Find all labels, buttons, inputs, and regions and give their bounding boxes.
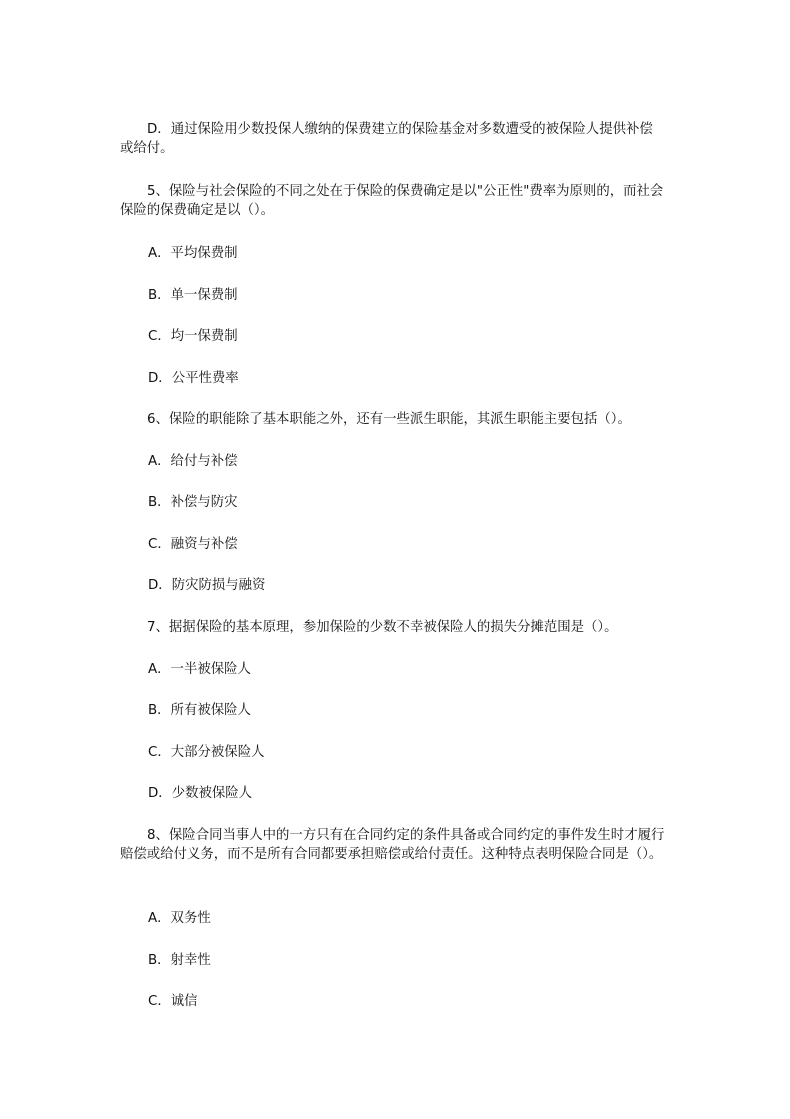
question-8: 8、保险合同当事人中的一方只有在合同约定的条件具备或合同约定的事件发生时才履行赔偿或给付义务，而不是所有合同都要承担赔偿或给付责任。这种特点表明保险合同是（）。	[120, 828, 665, 862]
q8-option-c: C．诚信	[148, 994, 198, 1009]
q5-option-b: B．单一保费制	[148, 288, 238, 303]
q6-option-b: B．补偿与防灾	[148, 495, 238, 510]
q5-option-a: A．平均保费制	[148, 246, 238, 261]
q6-option-c: C．融资与补偿	[148, 537, 238, 552]
question-6: 6、保险的职能除了基本职能之外，还有一些派生职能，其派生职能主要包括（）。	[147, 412, 631, 427]
q6-option-d: D．防灾防损与融资	[148, 578, 266, 593]
q8-option-a: A．双务性	[148, 911, 211, 926]
question-7: 7、据据保险的基本原理，参加保险的少数不幸被保险人的损失分摊范围是（）。	[147, 620, 618, 635]
q7-option-c: C．大部分被保险人	[148, 745, 265, 760]
q5-option-c: C．均一保费制	[148, 329, 238, 344]
option-d-prev-question: D．通过保险用少数投保人缴纳的保费建立的保险基金对多数遭受的被保险人提供补偿或给付。	[120, 122, 653, 156]
q8-option-b: B．射幸性	[148, 953, 211, 968]
q7-option-b: B．所有被保险人	[148, 703, 251, 718]
q7-option-d: D．少数被保险人	[148, 786, 253, 801]
q5-option-d: D．公平性费率	[148, 371, 239, 386]
q6-option-a: A．给付与补偿	[148, 454, 238, 469]
question-5: 5、保险与社会保险的不同之处在于保险的保费确定是以"公正性"费率为原则的，而社会保险的保费确定是以（）。	[120, 184, 664, 218]
q7-option-a: A．一半被保险人	[148, 662, 251, 677]
